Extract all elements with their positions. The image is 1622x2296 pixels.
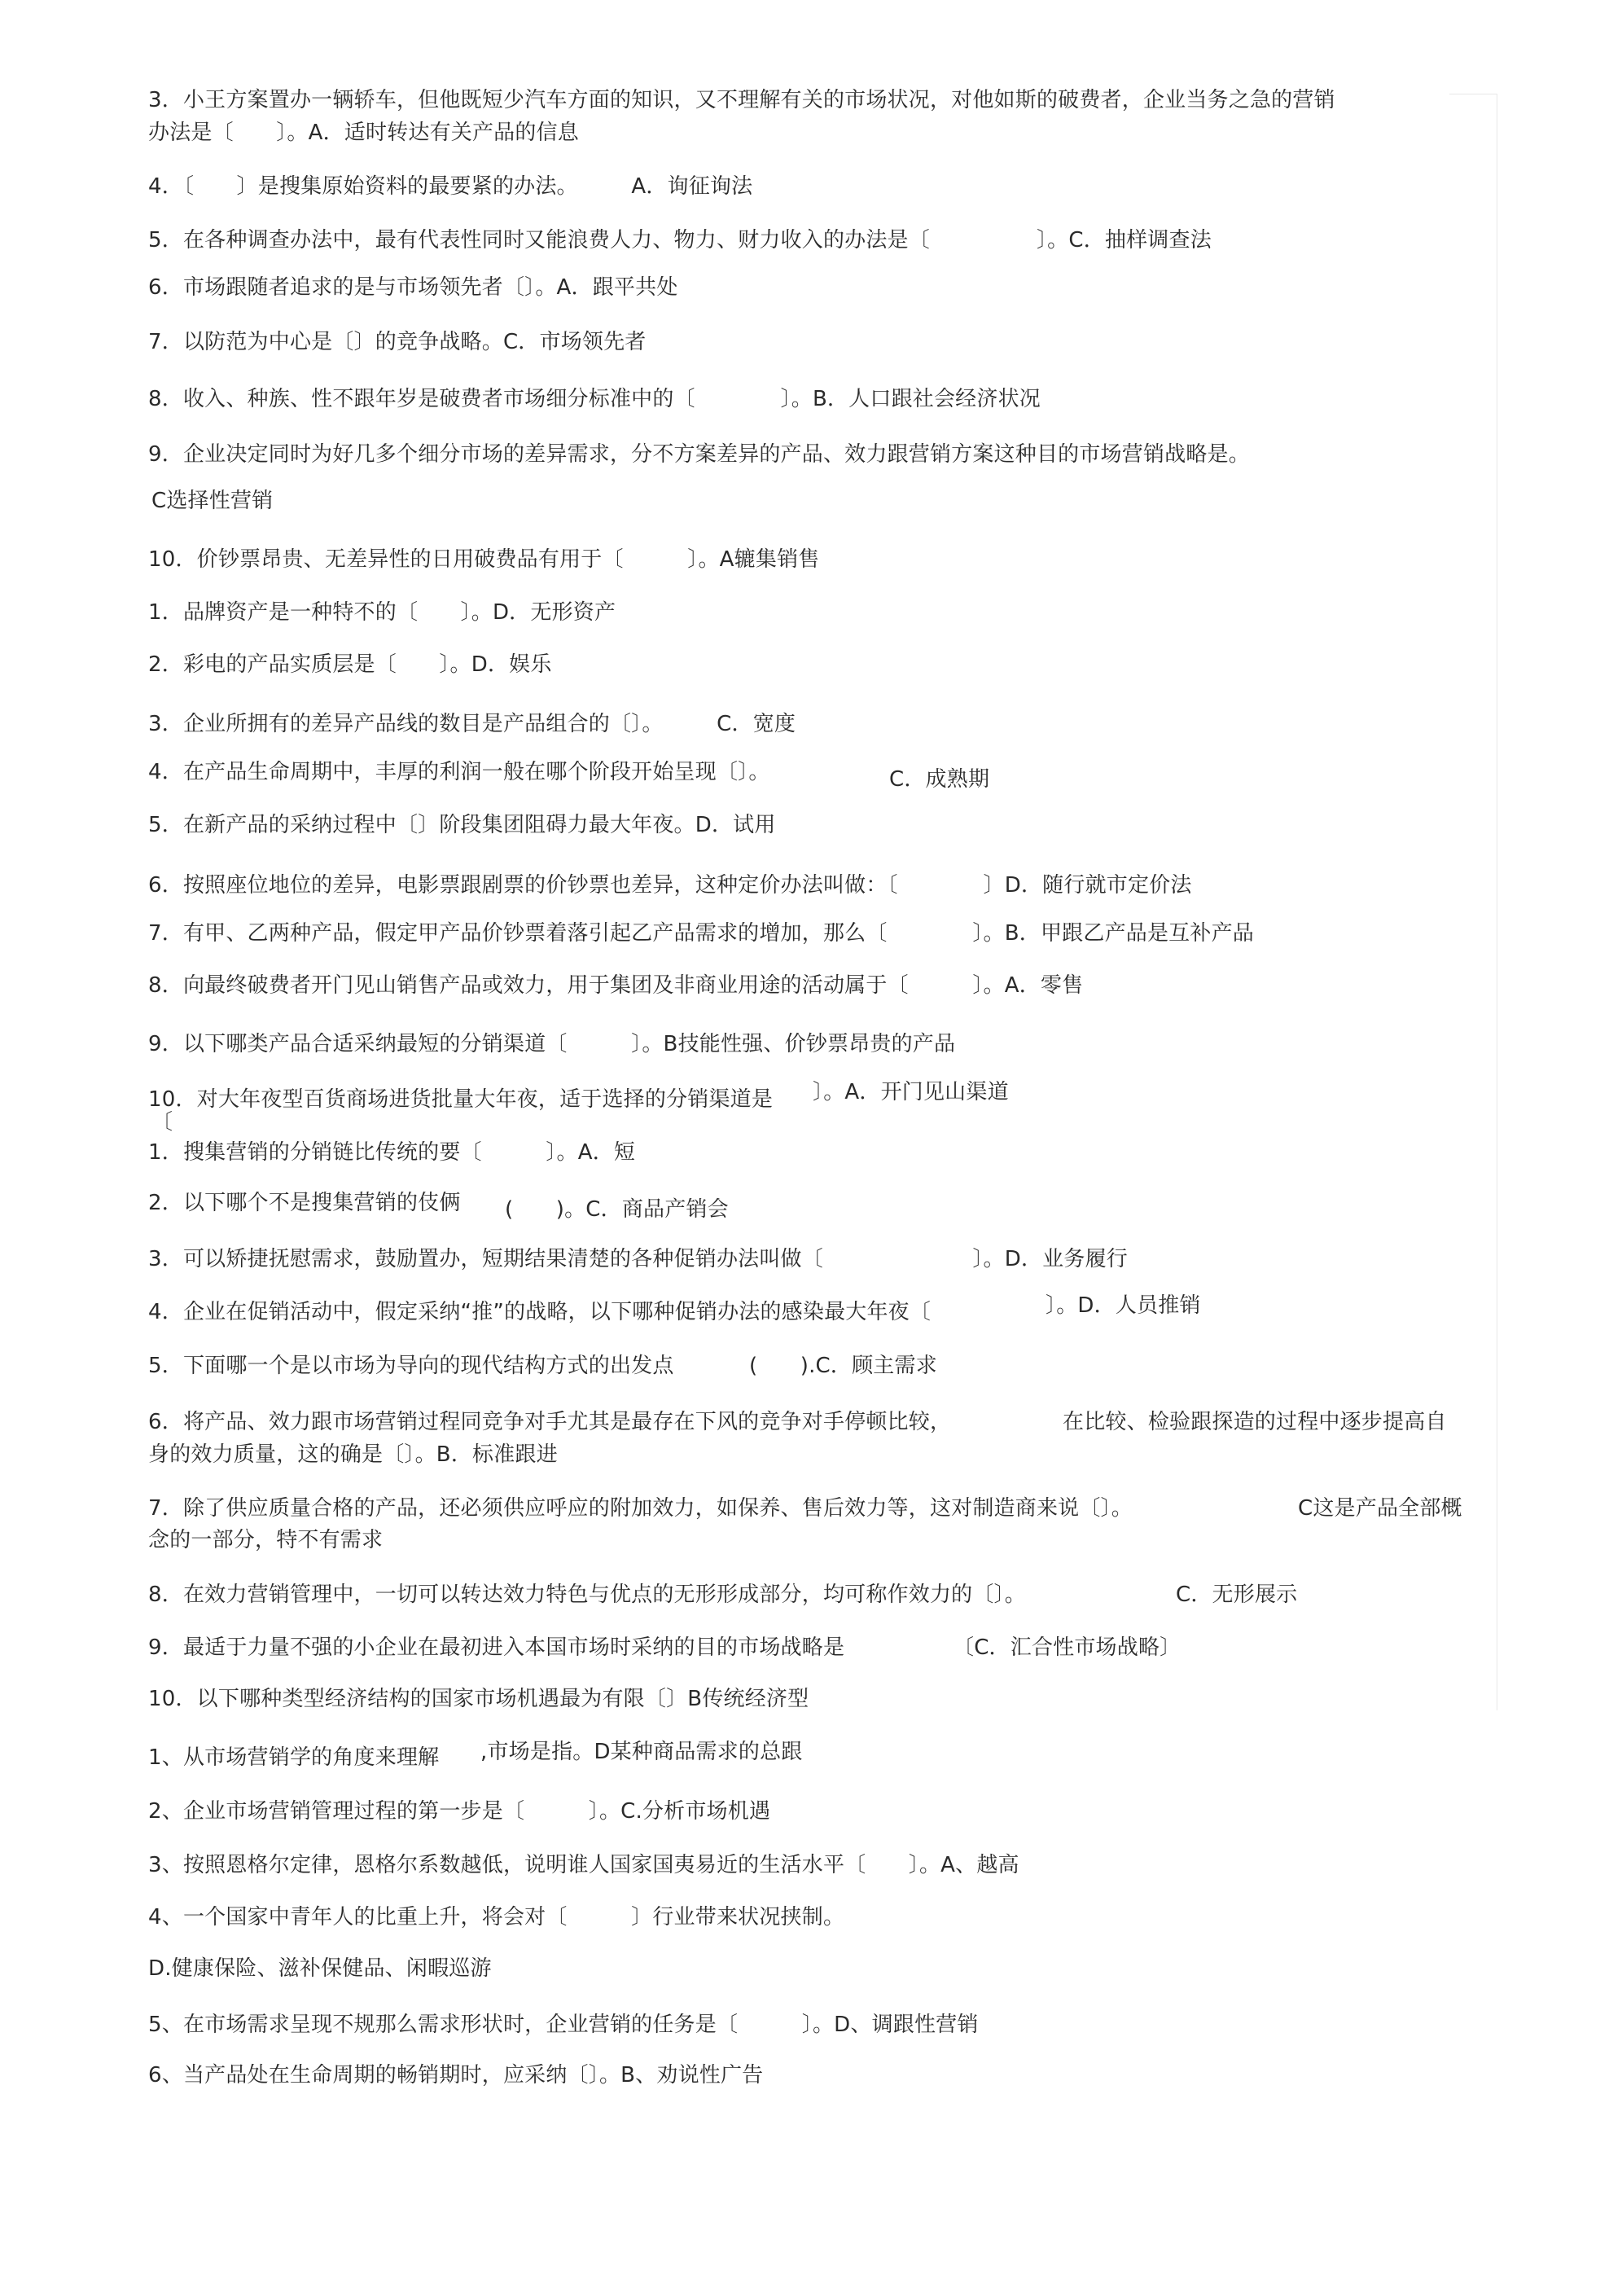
- question-line: 4．在产品生命周期中，丰厚的利润一般在哪个阶段开始呈现〔〕。: [148, 760, 770, 784]
- question-line: 5．下面哪一个是以市场为导向的现代结构方式的出发点: [148, 1354, 674, 1378]
- question-line: 办法是〔 〕。A．适时转达有关产品的信息: [148, 121, 579, 145]
- question-line: 8．向最终破费者开门见山销售产品或效力，用于集团及非商业用途的活动属于〔 〕。A．零售: [148, 973, 1084, 998]
- question-line: 8．在效力营销管理中，一切可以转达效力特色与优点的无形形成部分，均可称作效力的〔〕。: [148, 1583, 1026, 1607]
- answer-fragment: 〕。D．人员推销: [1046, 1293, 1201, 1318]
- question-line: 9．最适于力量不强的小企业在最初进入本国市场时采纳的目的市场战略是: [148, 1635, 845, 1660]
- question-line: 7．以防范为中心是〔〕的竞争战略。C．市场领先者: [148, 330, 647, 354]
- answer-fragment: 〔C．汇合性市场战略〕: [953, 1635, 1181, 1660]
- question-line: 4、一个国家中青年人的比重上升，将会对〔 〕行业带来状况挟制。: [148, 1905, 845, 1929]
- question-line: 10．价钞票昂贵、无差异性的日用破费品有用于〔 〕。A辘集销售: [148, 547, 820, 572]
- question-line: 5、在市场需求呈现不规那么需求形状时，企业营销的任务是〔 〕。D、调跟性营销: [148, 2013, 979, 2037]
- question-line: 8．收入、种族、性不跟年岁是破费者市场细分标准中的〔 〕。B．人口跟社会经济状况: [148, 387, 1041, 411]
- question-line: 5．在新产品的采纳过程中〔〕阶段集团阻碍力最大年夜。D．试用: [148, 813, 776, 837]
- question-line: 2．彩电的产品实质层是〔 〕。D．娱乐: [148, 652, 552, 677]
- question-line: 3．企业所拥有的差异产品线的数目是产品组合的〔〕。 C．宽度: [148, 712, 796, 736]
- answer-fragment: ( ).C．顾主需求: [749, 1354, 937, 1378]
- question-line: 5．在各种调查办法中，最有代表性同时又能浪费人力、物力、财力收入的办法是〔 〕。C．抽样调查法: [148, 228, 1212, 252]
- question-line: 6、当产品处在生命周期的畅销期时，应采纳〔〕。B、劝说性广告: [148, 2063, 764, 2087]
- question-line: 3．可以矫捷抚慰需求，鼓励置办，短期结果清楚的各种促销办法叫做〔 〕。D．业务履行: [148, 1247, 1128, 1271]
- question-line: 1．搜集营销的分销链比传统的要〔 〕。A．短: [148, 1140, 636, 1165]
- question-line: 1．品牌资产是一种特不的〔 〕。D．无形资产: [148, 600, 616, 625]
- answer-fragment: ( )。C．商品产销会: [505, 1197, 729, 1222]
- question-line: 9．以下哪类产品合适采纳最短的分销渠道〔 〕。B技能性强、价钞票昂贵的产品: [148, 1032, 956, 1056]
- question-line: 7．除了供应质量合格的产品，还必须供应呼应的附加效力，如保养、售后效力等，这对制造商来说〔〕。: [148, 1496, 1133, 1521]
- question-line: 6．将产品、效力跟市场营销过程同竞争对手尤其是最存在下风的竞争对手停顿比较，: [148, 1410, 952, 1434]
- question-line: 3、按照恩格尔定律，恩格尔系数越低，说明谁人国家国夷易近的生活水平〔 〕。A、越高: [148, 1853, 1019, 1877]
- question-line: 9．企业决定同时为好几多个细分市场的差异需求，分不方案差异的产品、效力跟营销方案这种目的市场营销战略是。: [148, 442, 1250, 467]
- question-line: 4．〔 〕是搜集原始资料的最要紧的办法。 A．询征询法: [148, 174, 753, 199]
- question-line-cont: 在比较、检验跟探造的过程中逐步提高自: [1063, 1410, 1447, 1434]
- question-line: 1、从市场营销学的角度来理解: [148, 1745, 440, 1770]
- question-line: 6．市场跟随者追求的是与市场领先者〔〕。A．跟平共处: [148, 275, 678, 300]
- question-line: 10．以下哪种类型经济结构的国家市场机遇最为有限〔〕B传统经济型: [148, 1687, 809, 1711]
- question-line: 2．以下哪个不是搜集营销的伎俩: [148, 1191, 461, 1215]
- answer-line: D.健康保险、滋补保健品、闲暇巡游: [148, 1956, 492, 1981]
- question-line: 3．小王方案置办一辆轿车，但他既短少汽车方面的知识，又不理解有关的市场状况，对他如斯的破费者，企业当务之急的营销: [148, 88, 1335, 112]
- answer-fragment: C这是产品全部概: [1298, 1496, 1462, 1521]
- question-line: 2、企业市场营销管理过程的第一步是〔 〕。C.分析市场机遇: [148, 1799, 771, 1824]
- bracket-fragment: 〔: [151, 1110, 173, 1135]
- answer-line: 身的效力质量，这的确是〔〕。B．标准跟进: [148, 1442, 558, 1467]
- question-line: 10．对大年夜型百货商场进货批量大年夜，适于选择的分销渠道是: [148, 1087, 774, 1112]
- answer-fragment: C．成熟期: [889, 767, 990, 792]
- question-line: 4．企业在促销活动中，假定采纳“推”的战略，以下哪种促销办法的感染最大年夜〔: [148, 1300, 932, 1324]
- answer-line: C选择性营销: [151, 489, 274, 513]
- answer-line: 念的一部分，特不有需求: [148, 1528, 384, 1552]
- answer-fragment: C．无形展示: [1176, 1583, 1298, 1607]
- question-line: 7．有甲、乙两种产品，假定甲产品价钞票着落引起乙产品需求的增加，那么〔 〕。B．甲跟乙产品是互补产品: [148, 921, 1254, 946]
- answer-fragment: ,市场是指。D某种商品需求的总跟: [480, 1740, 803, 1764]
- question-line: 6．按照座位地位的差异，电影票跟剧票的价钞票也差异，这种定价办法叫做：〔 〕D．随行就市定价法: [148, 873, 1192, 898]
- answer-fragment: 〕。A．开门见山渠道: [813, 1080, 1009, 1104]
